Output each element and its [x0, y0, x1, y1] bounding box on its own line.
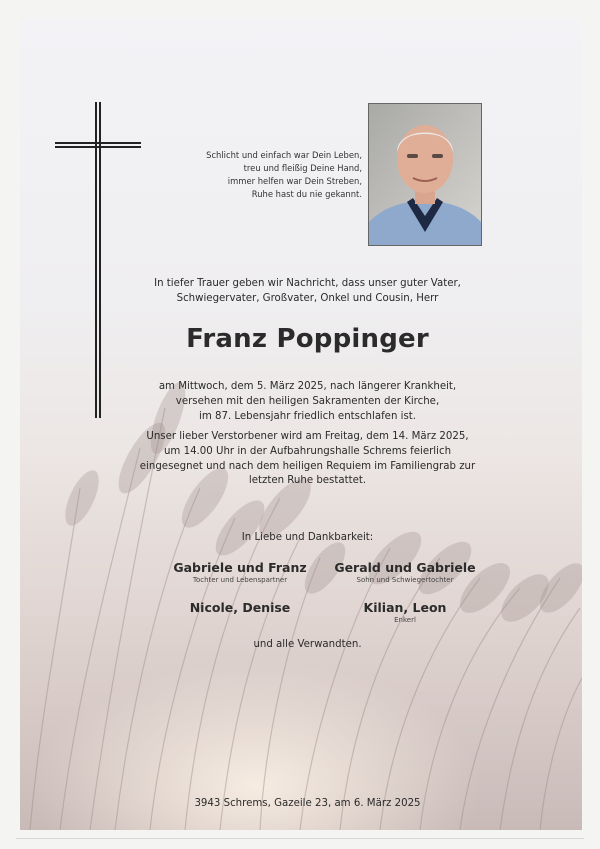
funeral-notice — [80, 430, 535, 489]
mourner-entry — [160, 560, 320, 584]
intro-text — [80, 276, 535, 306]
mourner-entry — [160, 600, 320, 616]
poem-line: Ruhe hast du nie gekannt. — [251, 189, 362, 199]
funeral-notice-line: um 14.00 Uhr in der Aufbahrungshalle Schrems feierlich — [163, 445, 452, 457]
mourner-name: Kilian, Leon — [363, 600, 447, 615]
mourner-entry — [320, 600, 490, 624]
relatives-line: und alle Verwandten. — [253, 639, 362, 650]
deceased-name: Franz Poppinger — [186, 324, 429, 354]
mourner-name: Nicole, Denise — [189, 600, 291, 615]
funeral-notice-line: letzten Ruhe bestattet. — [248, 475, 367, 487]
intro-line: In tiefer Trauer geben wir Nachricht, dass unser guter Vater, — [154, 278, 461, 289]
closing-phrase: In Liebe und Dankbarkeit: — [241, 532, 374, 543]
death-notice-line: am Mittwoch, dem 5. März 2025, nach längerer Krankheit, — [158, 381, 457, 392]
mourner-name: Gabriele und Franz — [173, 560, 307, 575]
mourner-relation: Tochter und Lebenspartner — [192, 576, 288, 584]
poem-line: treu und fleißig Deine Hand, — [243, 163, 362, 173]
memorial-poem — [168, 149, 362, 201]
poem-line: immer helfen war Dein Streben, — [227, 176, 362, 186]
portrait-photo — [368, 103, 482, 246]
intro-line: Schwiegervater, Großvater, Onkel und Cousin, Herr — [176, 293, 439, 304]
death-notice-line: versehen mit den heiligen Sakramenten der Kirche, — [175, 395, 440, 407]
death-notice — [80, 380, 535, 424]
obituary-sheet — [20, 18, 582, 830]
cross-icon — [55, 102, 141, 418]
footer-address-date: 3943 Schrems, Gazeile 23, am 6. März 2025 — [194, 798, 421, 809]
death-notice-line: im 87. Lebensjahr friedlich entschlafen ist. — [198, 410, 417, 422]
mourner-relation: Sohn und Schwiegertochter — [356, 576, 454, 584]
scan-edge-divider — [16, 838, 584, 839]
mourner-name: Gerald und Gabriele — [334, 560, 476, 575]
funeral-notice-line: Unser lieber Verstorbener wird am Freitag, dem 14. März 2025, — [146, 431, 469, 442]
poem-line: Schlicht und einfach war Dein Leben, — [206, 150, 362, 160]
funeral-notice-line: eingesegnet und nach dem heiligen Requiem im Familiengrab zur — [139, 460, 476, 472]
mourner-relation: Enkerl — [394, 616, 416, 624]
mourner-entry — [320, 560, 490, 584]
